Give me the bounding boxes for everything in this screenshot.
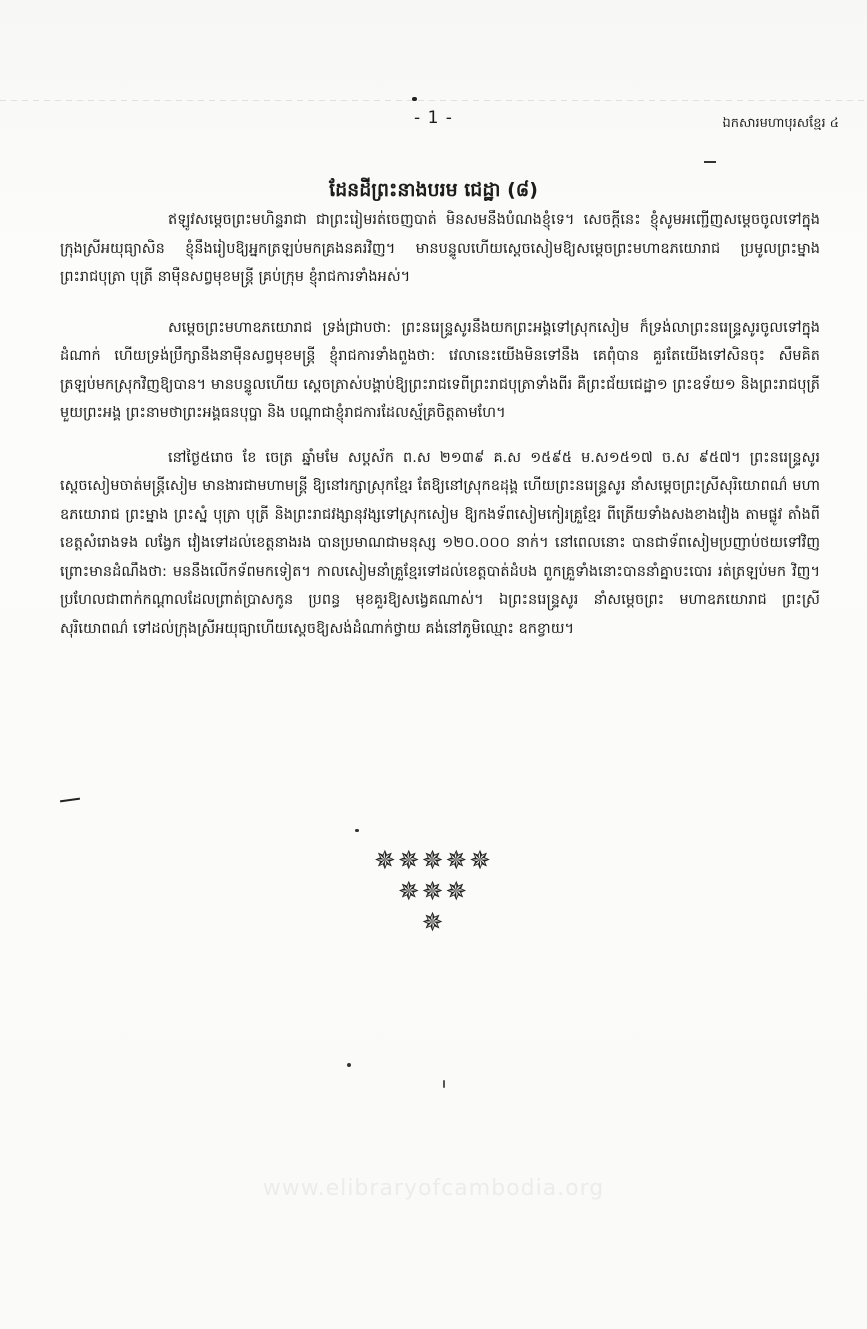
scan-speck (412, 97, 417, 101)
paragraph-2: សម្ដេចព្រះមហាឧភយោរាជ ទ្រង់ជ្រាបថា: ព្រះនរេន្ទ្រសូរនឹងយកព្រះអង្គទៅស្រុកសៀម ក៏ទ្រង់លាព្រះនរេន្ទ្រសូរចូលទៅក្នុងដំណាក់ ហើយទ្រង់ប្រឹក្សានឹងនាម៉ឺនសព្វមុខមន្ត្រី ខ្ញុំរាជការទាំងពួងថា: វេលានេះយើងមិនទៅនឹង គេពុំបាន គួរតែយើងទៅសិនចុះ សឹមគិតត្រឡប់មកស្រុកវិញឱ្យបាន។ មានបន្ទូលហើយ ស្ដេចត្រាស់បង្គាប់ឱ្យព្រះរាជទេពីព្រះរាជបុត្រាទាំងពីរ គឺព្រះជ័យជេដ្ឋា១ ព្រះឧទ័យ១ និងព្រះរាជបុត្រីមួយព្រះអង្គ ព្រះនាមថាព្រះអង្គធនបុប្ផា និង បណ្ដាជាខ្ញុំរាជការដែលស្ម័គ្រចិត្តតាមហែ។ (60, 319, 820, 421)
margin-pen-mark (60, 798, 80, 803)
ornament-row: ✵ (421, 908, 446, 938)
running-header-title: ឯកសារមហាបុរសខ្មែរ ៤ (722, 116, 839, 131)
scan-artifact-line (0, 100, 867, 101)
scan-speck (347, 1063, 351, 1067)
page-number: - 1 - (414, 108, 453, 128)
watermark-text: www.elibraryofcambodia.org (262, 1176, 605, 1201)
scan-speck (443, 1080, 445, 1088)
scan-mark (704, 161, 716, 163)
body-text (60, 206, 820, 643)
ornament-row: ✵✵✵ (397, 877, 470, 907)
paragraph-3: នៅថ្ងៃ៥រោច ខែ ចេត្រ ឆ្នាំមមែ សប្តស័ក ព.ស ២១៣៩ គ.ស ១៥៩៥ ម.ស១៥១៧ ច.ស ៩៥៧។ ព្រះនរេន្ទ្រសូរ ស្ដេចសៀមចាត់មន្ត្រីសៀម មានងារជាមហាមន្ត្រី ឱ្យនៅរក្សាស្រុកខ្មែរ តែឱ្យនៅស្រុកឧដុង្គ ហើយព្រះនរេន្ទ្រសូរ នាំសម្ដេចព្រះស្រីសុរិយោពណ៌ មហាឧភយោរាជ ព្រះម្នាង ព្រះស្នំ បុត្រា បុត្រី និងព្រះរាជវង្សានុវង្សទៅស្រុកសៀម ឱ្យកងទ័ពសៀមកៀរគ្រួខ្មែរ ពីត្រើយទាំងសងខាងវៀង តាមផ្លូវ តាំងពីខេត្តសំរោងទង លង្វែក វៀងទៅដល់ខេត្តនាងរង បានប្រមាណជាមនុស្ស ១២០.០០០ នាក់។ នៅពេលនោះ បានជាទ័ពសៀមប្រញាប់ថយទៅវិញ ព្រោះមានដំណឹងថា: មននឹងលើកទ័ពមកទៀត។ កាលសៀមនាំគ្រួខ្មែរទៅដល់ខេត្តបាត់ដំបង ពួកគ្រួទាំងនោះបាននាំគ្នាបះបោរ រត់ត្រឡប់មក វិញ។ ប្រហែលជាពាក់កណ្ដាលដែលព្រាត់ប្រាសកូន ប្រពន្ធ មុខគួរឱ្យសង្វេគណាស់។ ឯព្រះនរេន្ទ្រសូរ នាំសម្ដេចព្រះ មហាឧភយោរាជ ព្រះស្រីសុរិយោពណ៌ ទៅដល់ក្រុងស្រីអយុធ្យាហើយស្ដេចឱ្យសង់ដំណាក់ថ្វាយ គង់នៅភូមិឈ្មោះ ឧកខ្វាយ។ (60, 449, 820, 637)
paragraph-1: ឥឡូវសម្ដេចព្រះមហិន្ទរាជា ជាព្រះរៀមរត់ចេញបាត់ មិនសមនឹងបំណងខ្ញុំទេ។ សេចក្ដីនេះ ខ្ញុំសូមអញ្ជើញសម្ដេចចូលទៅក្នុងក្រុងស្រីអយុធ្យាសិន ខ្ញុំនឹងរៀបឱ្យអ្នកត្រឡប់មកគ្រងនគរវិញ។ មានបន្ទូលហើយស្ដេចសៀមឱ្យសម្ដេចព្រះមហាឧភយោរាជ ប្រមូលព្រះម្នាង ព្រះរាជបុត្រា បុត្រី នាម៉ឺនសព្វមុខមន្ត្រី គ្រប់ក្រុម ខ្ញុំរាជការទាំងអស់។ (60, 212, 820, 285)
scan-speck (355, 829, 359, 832)
ornament-row: ✵✵✵✵✵ (374, 846, 493, 876)
chapter-title: ដែនដីព្រះនាងបរម ជេដ្ឋា (៨) (329, 179, 538, 201)
ornament-divider (0, 846, 867, 939)
